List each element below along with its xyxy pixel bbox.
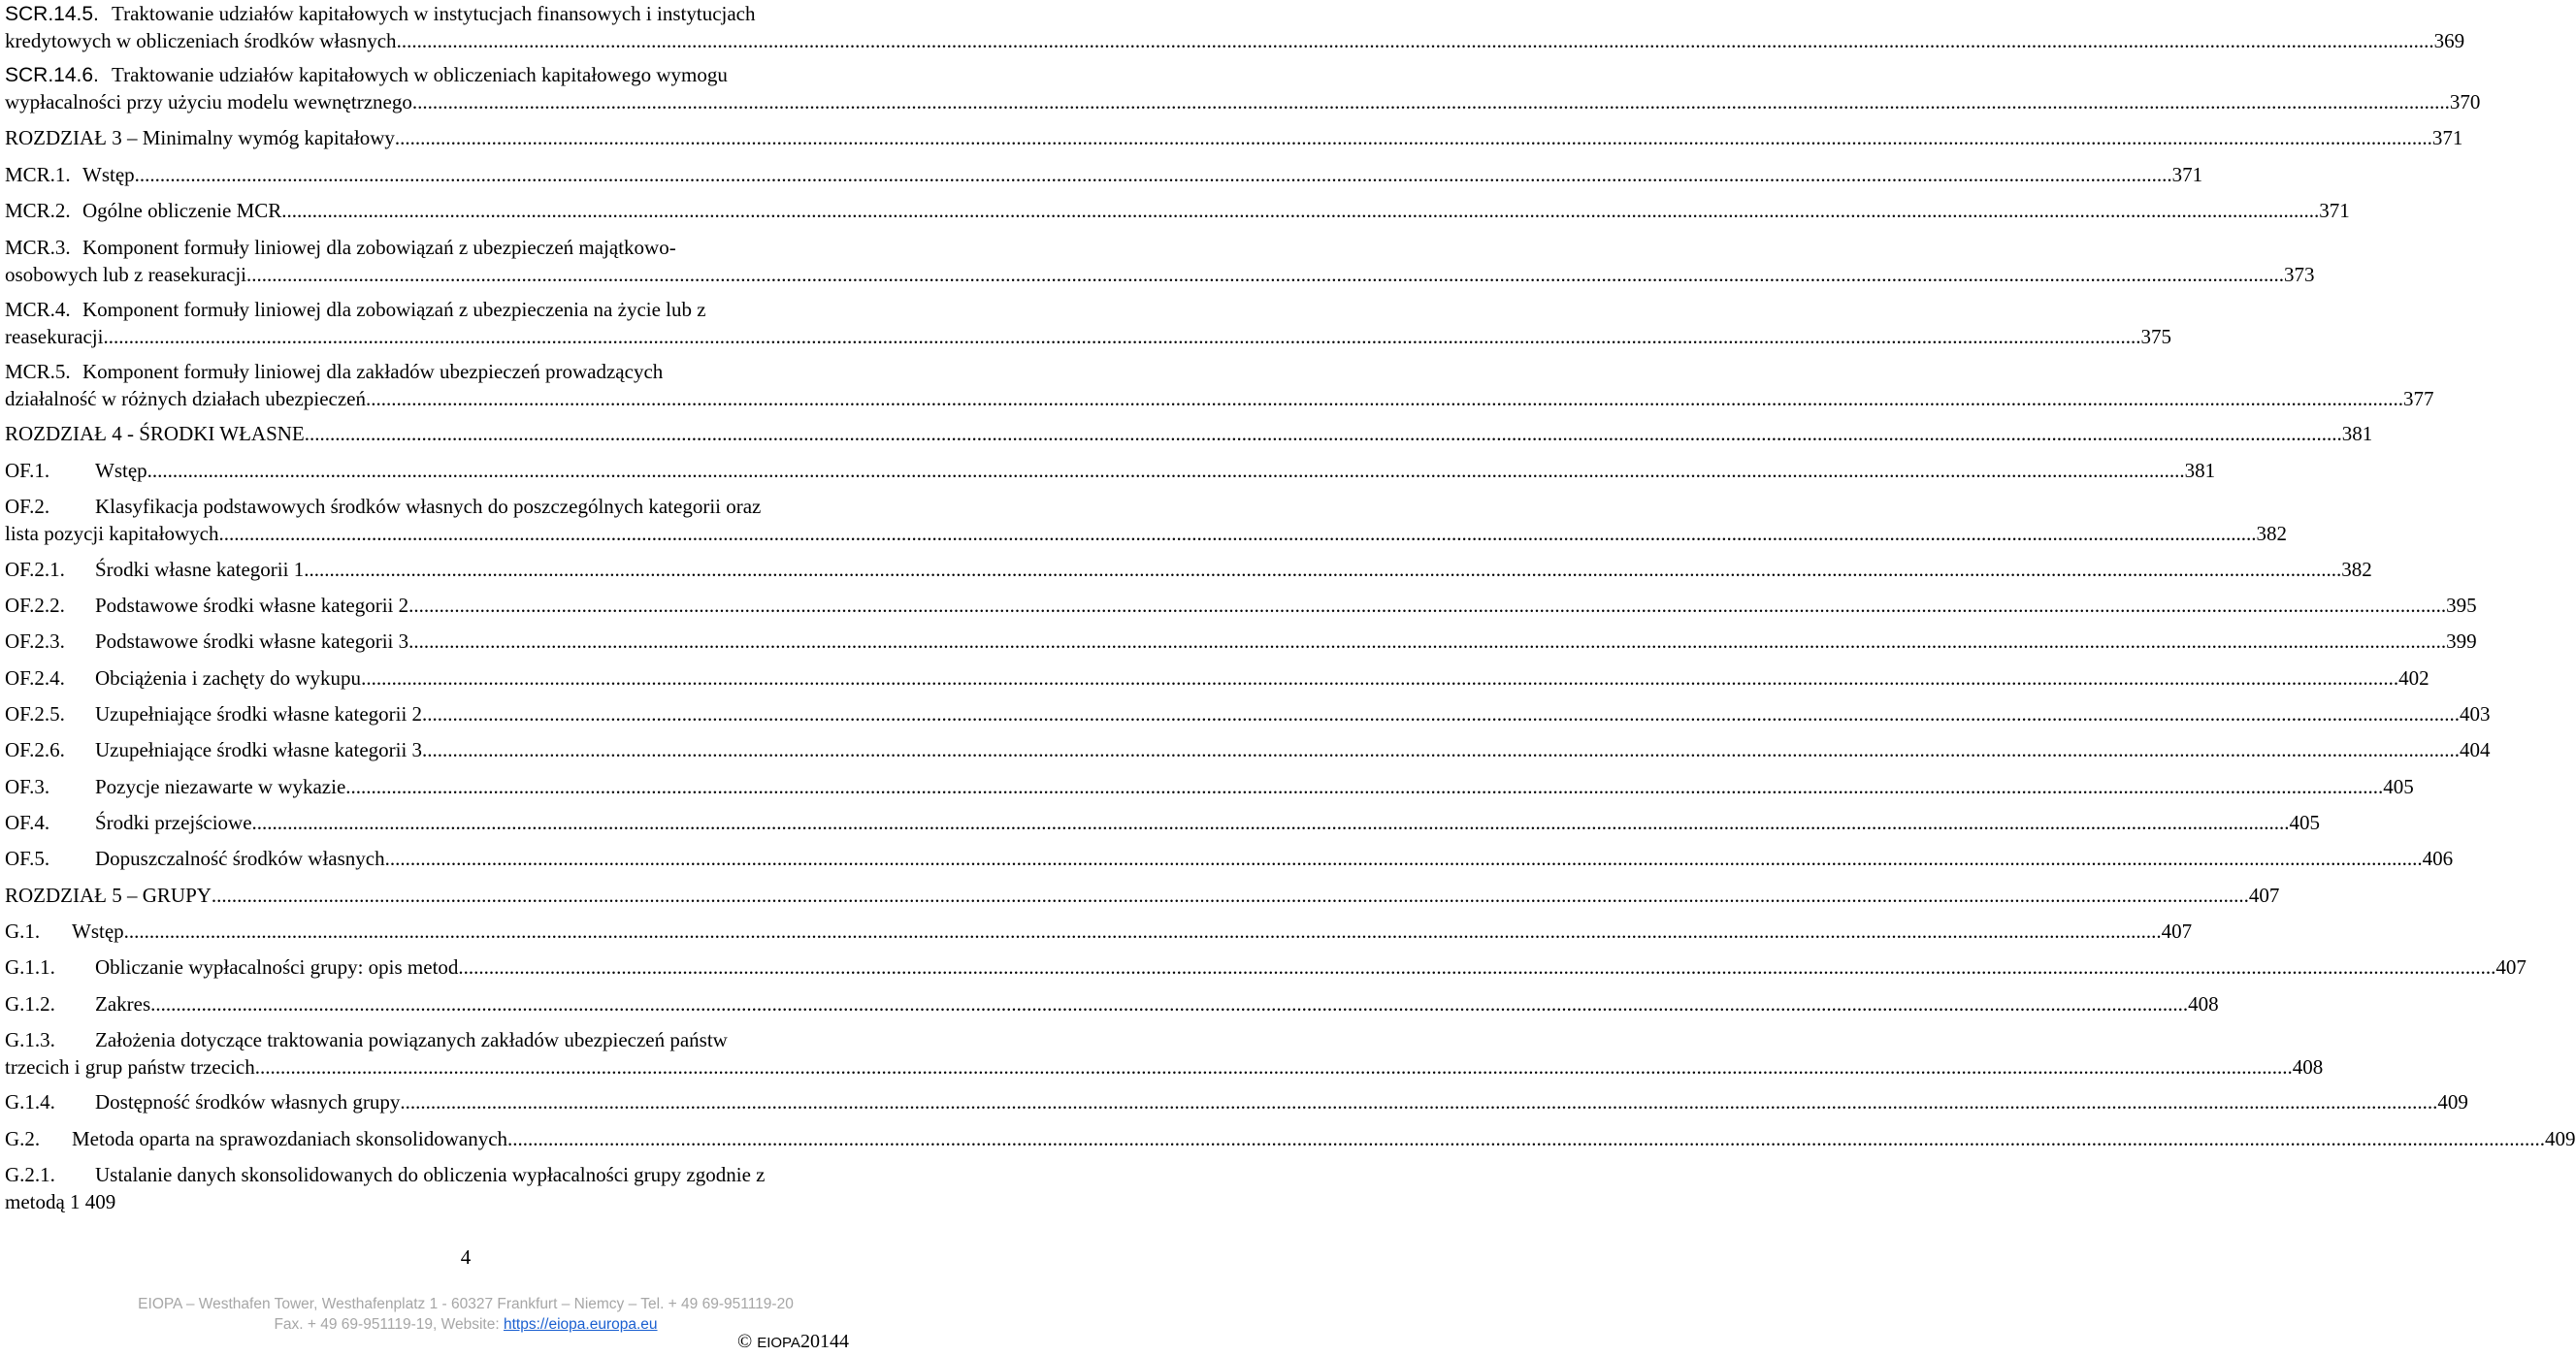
toc-leader-line: [5, 556, 2372, 583]
toc-entry-title: Traktowanie udziałów kapitałowych w instytucjach finansowych i instytucjach: [112, 2, 756, 25]
toc-leader-line: [5, 882, 2280, 909]
copyright-suffix: 4: [838, 1331, 849, 1352]
footer-address: EIOPA – Westhafen Tower, Westhafenplatz 1 - 60327 Frankfurt – Niemcy – Tel. + 49 69-951119-20: [138, 1296, 794, 1312]
footer: [0, 1294, 931, 1335]
toc-entry[interactable]: [5, 628, 2477, 655]
toc-dot-leader: ................................................................................................................................................................................................................................................................................................................................................................................................................: [251, 811, 2290, 834]
toc-dot-leader: ................................................................................................................................................................................................................................................................................................................................................................................................................: [134, 163, 2172, 186]
toc-leader-line: [5, 918, 2193, 945]
toc-entry[interactable]: [5, 493, 2287, 547]
website-link[interactable]: https://eiopa.europa.eu: [503, 1316, 658, 1333]
toc-entry-title: Uzupełniające środki własne kategorii 2: [95, 702, 423, 726]
toc-entry-heading: [5, 493, 929, 520]
toc-entry-title: Metoda oparta na sprawozdaniach skonsolidowanych: [72, 1127, 508, 1150]
toc-dot-leader: ................................................................................................................................................................................................................................................................................................................................................................................................................: [304, 558, 2342, 581]
toc-leader-line: [5, 1053, 2324, 1081]
toc-entry-heading: [5, 296, 929, 323]
toc-entry-number: G.2.: [5, 1127, 41, 1150]
toc-entry-number: G.1.1.: [5, 955, 55, 979]
toc-page-number: 399: [2446, 630, 2477, 653]
toc-page-number: 395: [2446, 594, 2477, 617]
toc-page-number: 407: [2161, 920, 2193, 943]
toc-entry[interactable]: [5, 556, 2372, 583]
toc-dot-leader: ................................................................................................................................................................................................................................................................................................................................................................................................................: [507, 1127, 2546, 1150]
toc-entry-number: G.2.1.: [5, 1163, 55, 1186]
toc-entry-number: OF.1.: [5, 459, 50, 482]
toc-entry-text: ROZDZIAŁ 3 – Minimalny wymóg kapitałowy: [5, 126, 395, 149]
toc-dot-leader: ................................................................................................................................................................................................................................................................................................................................................................................................................: [345, 775, 2384, 798]
toc-page-number: 409: [2437, 1090, 2468, 1114]
toc-entry-heading: [5, 358, 929, 385]
toc-leader-line: [5, 88, 2481, 115]
toc-entry-title: Wstęp: [95, 459, 147, 482]
toc-leader-line: [5, 27, 2465, 54]
toc-entry-title: Podstawowe środki własne kategorii 3: [95, 630, 409, 653]
toc-entry-number: MCR.2.: [5, 199, 71, 222]
toc-page-number: 373: [2284, 263, 2315, 286]
toc-leader-line: [5, 736, 2491, 763]
toc-entry-text: kredytowych w obliczeniach środków własnych: [5, 29, 397, 52]
toc-entry[interactable]: [5, 918, 2193, 945]
toc-entry-title: Wstęp: [72, 920, 124, 943]
toc-entry-title: Dopuszczalność środków własnych: [95, 847, 385, 870]
toc-entry-number: MCR.5.: [5, 360, 71, 383]
toc-entry-text: osobowych lub z reasekuracji: [5, 263, 246, 286]
toc-entry-number: MCR.3.: [5, 236, 71, 259]
toc-page-number: 382: [2341, 558, 2372, 581]
toc-dot-leader: ................................................................................................................................................................................................................................................................................................................................................................................................................: [384, 847, 2423, 870]
footer-fax: Fax. + 49 69-951119-19, Website:: [274, 1316, 504, 1333]
toc-entry-title: Uzupełniające środki własne kategorii 3: [95, 738, 423, 761]
toc-entry-number: OF.2.5.: [5, 702, 65, 726]
toc-entry-title: Zakres: [95, 992, 151, 1016]
toc-leader-line: [5, 1125, 2576, 1152]
toc-entry-number: OF.5.: [5, 847, 50, 870]
toc-page-number: 370: [2449, 90, 2481, 113]
toc-entry[interactable]: [5, 197, 2350, 224]
toc-entry-title: Traktowanie udziałów kapitałowych w obliczeniach kapitałowego wymogu: [112, 63, 728, 86]
toc-entry-title: Środki własne kategorii 1: [95, 558, 305, 581]
toc-page-number: 403: [2460, 702, 2491, 726]
toc-page-number: 408: [2188, 992, 2219, 1016]
toc-entry[interactable]: [5, 1088, 2468, 1115]
toc-entry[interactable]: [5, 664, 2429, 692]
toc-leader-line: [5, 990, 2219, 1017]
toc-entry-number: G.1.: [5, 920, 41, 943]
toc-page-number: 405: [2383, 775, 2414, 798]
toc-page-number: 381: [2184, 459, 2216, 482]
toc-dot-leader: ................................................................................................................................................................................................................................................................................................................................................................................................................: [211, 884, 2249, 907]
toc-entry[interactable]: [5, 420, 2373, 447]
toc-entry-heading: [5, 61, 929, 88]
toc-entry-number: MCR.1.: [5, 163, 71, 186]
toc-entry-title: Założenia dotyczące traktowania powiązanych zakładów ubezpieczeń państw: [95, 1028, 728, 1051]
toc-entry-number: MCR.4.: [5, 298, 71, 321]
toc-entry-title: Obciążenia i zachęty do wykupu: [95, 666, 362, 690]
toc-entry-number: G.1.2.: [5, 992, 55, 1016]
toc-leader-line: [5, 197, 2350, 224]
toc-dot-leader: ................................................................................................................................................................................................................................................................................................................................................................................................................: [394, 126, 2432, 149]
toc-entry[interactable]: [5, 1026, 2324, 1081]
copyright: [737, 1331, 849, 1353]
toc-dot-leader: ................................................................................................................................................................................................................................................................................................................................................................................................................: [304, 422, 2342, 445]
toc-leader-line: [5, 700, 2491, 727]
toc-page-number: 405: [2289, 811, 2321, 834]
toc-leader-line: [5, 809, 2321, 836]
toc-entry-text: reasekuracji: [5, 325, 104, 348]
toc-page-number: 402: [2398, 666, 2429, 690]
toc-entry[interactable]: [5, 990, 2219, 1017]
toc-dot-leader: ................................................................................................................................................................................................................................................................................................................................................................................................................: [365, 387, 2403, 410]
toc-leader-line: [5, 773, 2414, 800]
toc-dot-leader: ................................................................................................................................................................................................................................................................................................................................................................................................................: [411, 90, 2450, 113]
toc-entry[interactable]: [5, 809, 2321, 836]
toc-dot-leader: ................................................................................................................................................................................................................................................................................................................................................................................................................: [254, 1055, 2293, 1079]
toc-entry-heading: [5, 234, 929, 261]
toc-page-number: 409: [2545, 1127, 2576, 1150]
toc-entry-text: lista pozycji kapitałowych: [5, 522, 219, 545]
toc-page-number: 407: [2248, 884, 2280, 907]
toc-page-number: 375: [2140, 325, 2171, 348]
toc-entry-number: OF.2.6.: [5, 738, 65, 761]
toc-entry[interactable]: [5, 358, 2434, 412]
copyright-year: 2014: [799, 1331, 839, 1352]
toc-entry-title: Obliczanie wypłacalności grupy: opis metod: [95, 955, 459, 979]
toc-entry-title: Pozycje niezawarte w wykazie: [95, 775, 346, 798]
toc-entry[interactable]: [5, 234, 2315, 288]
toc-page-number: 406: [2422, 847, 2454, 870]
toc-entry[interactable]: [5, 0, 2465, 54]
toc-entry-title: Ustalanie danych skonsolidowanych do obliczenia wypłacalności grupy zgodnie z: [95, 1163, 766, 1186]
toc-dot-leader: ................................................................................................................................................................................................................................................................................................................................................................................................................: [361, 666, 2399, 690]
toc-leader-line: [5, 592, 2477, 619]
toc-dot-leader: ................................................................................................................................................................................................................................................................................................................................................................................................................: [147, 459, 2185, 482]
toc-dot-leader: ................................................................................................................................................................................................................................................................................................................................................................................................................: [246, 263, 2284, 286]
toc-page-number: 371: [2319, 199, 2350, 222]
toc-page-number: 381: [2341, 422, 2373, 445]
toc-dot-leader: ................................................................................................................................................................................................................................................................................................................................................................................................................: [396, 29, 2434, 52]
toc-dot-leader: ................................................................................................................................................................................................................................................................................................................................................................................................................: [150, 992, 2189, 1016]
toc-entry-title: Dostępność środków własnych grupy: [95, 1090, 401, 1114]
toc-leader-line: [5, 953, 2527, 981]
toc-entry-number: OF.4.: [5, 811, 50, 834]
toc-leader-line: [5, 1088, 2468, 1115]
toc-entry-number: SCR.14.6.: [5, 64, 99, 86]
toc-leader-line: [5, 420, 2373, 447]
toc-leader-line: [5, 385, 2434, 412]
toc-entry-number: OF.2.2.: [5, 594, 65, 617]
toc-page-number: 382: [2256, 522, 2287, 545]
toc-entry[interactable]: [5, 736, 2491, 763]
toc-entry[interactable]: [5, 457, 2216, 484]
toc-page-number: 369: [2433, 29, 2465, 52]
toc-entry[interactable]: [5, 161, 2203, 188]
toc-page-number: 371: [2431, 126, 2463, 149]
toc-page-number: 407: [2495, 955, 2527, 979]
toc-entry-text: metodą 1 409: [5, 1190, 116, 1213]
toc-dot-leader: ................................................................................................................................................................................................................................................................................................................................................................................................................: [408, 630, 2447, 653]
toc-entry-number: G.1.4.: [5, 1090, 55, 1114]
toc-dot-leader: ................................................................................................................................................................................................................................................................................................................................................................................................................: [218, 522, 2257, 545]
toc-entry-heading: [5, 1026, 929, 1053]
toc-entry-text: wypłacalności przy użyciu modelu wewnętrznego: [5, 90, 412, 113]
toc-leader-line: [5, 124, 2463, 151]
toc-leader-line: [5, 323, 2171, 350]
toc-entry[interactable]: [5, 1125, 2576, 1152]
toc-entry-text: działalność w różnych działach ubezpieczeń: [5, 387, 366, 410]
toc-leader-line: [5, 520, 2287, 547]
toc-entry-number: OF.2.3.: [5, 630, 65, 653]
toc-entry-title: Komponent formuły liniowej dla zobowiązań z ubezpieczeń majątkowo-: [82, 236, 676, 259]
toc-entry-text: ROZDZIAŁ 4 - ŚRODKI WŁASNE: [5, 422, 305, 445]
toc-entry[interactable]: [5, 845, 2454, 872]
toc-entry-title: Komponent formuły liniowej dla zakładów ubezpieczeń prowadzących: [82, 360, 664, 383]
toc-dot-leader: ................................................................................................................................................................................................................................................................................................................................................................................................................: [458, 955, 2496, 979]
toc-dot-leader: ................................................................................................................................................................................................................................................................................................................................................................................................................: [123, 920, 2162, 943]
toc-entry-title: Wstęp: [82, 163, 135, 186]
toc-dot-leader: ................................................................................................................................................................................................................................................................................................................................................................................................................: [422, 738, 2461, 761]
toc-entry[interactable]: [5, 773, 2414, 800]
copyright-org: EIOPA: [757, 1335, 800, 1351]
toc-entry-number: OF.2.4.: [5, 666, 65, 690]
toc-entry-heading: [5, 1161, 929, 1188]
toc-entry[interactable]: [5, 592, 2477, 619]
toc-entry[interactable]: [5, 953, 2527, 981]
toc-entry-number: G.1.3.: [5, 1028, 55, 1051]
toc-entry-title: Komponent formuły liniowej dla zobowiązań z ubezpieczenia na życie lub z: [82, 298, 706, 321]
toc-leader-line: [5, 161, 2203, 188]
toc-leader-line: [5, 845, 2454, 872]
toc-entry[interactable]: [5, 700, 2491, 727]
toc-entry-text: trzecich i grup państw trzecich: [5, 1055, 255, 1079]
toc-entry[interactable]: [5, 882, 2280, 909]
toc-entry-title: Podstawowe środki własne kategorii 2: [95, 594, 409, 617]
toc-leader-line: [5, 457, 2216, 484]
toc-entry-number: SCR.14.5.: [5, 3, 99, 25]
toc-entry-title: Ogólne obliczenie MCR: [82, 199, 282, 222]
toc-leader-line: [5, 664, 2429, 692]
toc-page-number: 371: [2171, 163, 2203, 186]
copyright-symbol: ©: [737, 1331, 753, 1352]
toc-entry-heading: [5, 0, 929, 27]
toc-dot-leader: ................................................................................................................................................................................................................................................................................................................................................................................................................: [408, 594, 2447, 617]
toc-leader-line: [5, 628, 2477, 655]
toc-entry[interactable]: [5, 296, 2171, 350]
toc-entry-number: OF.2.1.: [5, 558, 65, 581]
toc-leader-line: [5, 1188, 929, 1215]
toc-entry[interactable]: [5, 61, 2481, 115]
toc-entry-number: OF.3.: [5, 775, 50, 798]
toc-entry-title: Środki przejściowe: [95, 811, 252, 834]
toc-page-number: 408: [2292, 1055, 2324, 1079]
toc-entry[interactable]: [5, 1161, 929, 1215]
toc-page-number: 377: [2402, 387, 2434, 410]
toc-entry-text: ROZDZIAŁ 5 – GRUPY: [5, 884, 212, 907]
toc-leader-line: [5, 261, 2315, 288]
toc-dot-leader: ................................................................................................................................................................................................................................................................................................................................................................................................................: [281, 199, 2320, 222]
page-number: 4: [460, 1245, 472, 1269]
toc-page-number: 404: [2460, 738, 2491, 761]
toc-entry-number: OF.2.: [5, 495, 50, 518]
toc-entry[interactable]: [5, 124, 2463, 151]
toc-entry-title: Klasyfikacja podstawowych środków własnych do poszczególnych kategorii oraz: [95, 495, 762, 518]
toc-dot-leader: ................................................................................................................................................................................................................................................................................................................................................................................................................: [103, 325, 2141, 348]
toc-dot-leader: ................................................................................................................................................................................................................................................................................................................................................................................................................: [422, 702, 2461, 726]
toc-dot-leader: ................................................................................................................................................................................................................................................................................................................................................................................................................: [400, 1090, 2438, 1114]
